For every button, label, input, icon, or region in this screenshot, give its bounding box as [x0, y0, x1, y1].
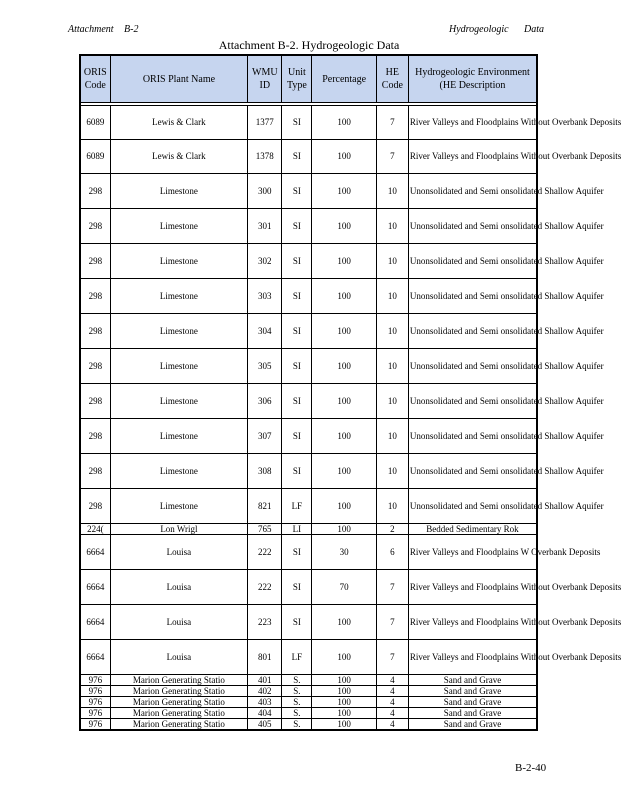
cell-wmu-id: 403 [248, 697, 282, 708]
cell-he-description: River Valleys and Floodplains Without Overbank Deposits [408, 570, 537, 605]
table-row [80, 314, 537, 349]
cell-wmu-id: 404 [248, 708, 282, 719]
cell-unit-type: SI [282, 349, 312, 384]
cell-plant-name: Limestone [110, 384, 248, 419]
cell-he-code: 10 [376, 489, 408, 524]
cell-unit-type: S. [282, 697, 312, 708]
table-row [80, 174, 537, 209]
cell-wmu-id: 305 [248, 349, 282, 384]
cell-oris-code: 6664 [80, 535, 110, 570]
cell-unit-type: LI [282, 524, 312, 535]
table-row [80, 384, 537, 419]
cell-he-description: Bedded Sedimentary Rok [408, 524, 537, 535]
cell-plant-name: Limestone [110, 454, 248, 489]
cell-percentage: 100 [312, 140, 376, 174]
table-row [80, 535, 537, 570]
cell-he-code: 7 [376, 605, 408, 640]
cell-unit-type: S. [282, 708, 312, 719]
cell-he-code: 7 [376, 640, 408, 675]
cell-oris-code: 298 [80, 349, 110, 384]
cell-wmu-id: 301 [248, 209, 282, 244]
cell-oris-code: 6664 [80, 570, 110, 605]
cell-percentage: 30 [312, 535, 376, 570]
cell-plant-name: Marion Generating Statio [110, 675, 248, 686]
cell-he-description: Unonsolidated and Semi onsolidated Shallow Aquifer [408, 349, 537, 384]
cell-wmu-id: 300 [248, 174, 282, 209]
cell-he-code: 2 [376, 524, 408, 535]
cell-plant-name: Louisa [110, 605, 248, 640]
cell-oris-code: 6089 [80, 106, 110, 140]
cell-plant-name: Lon Wrigl [110, 524, 248, 535]
cell-percentage: 100 [312, 708, 376, 719]
table-row [80, 675, 537, 686]
cell-he-code: 4 [376, 697, 408, 708]
cell-he-code: 10 [376, 174, 408, 209]
cell-he-description: Unonsolidated and Semi onsolidated Shallow Aquifer [408, 454, 537, 489]
cell-oris-code: 298 [80, 419, 110, 454]
col-header-plant-name: ORIS Plant Name [110, 55, 248, 103]
cell-he-code: 4 [376, 675, 408, 686]
header-data: Data [524, 24, 544, 35]
cell-he-description: River Valleys and Floodplains Without Overbank Deposits [408, 605, 537, 640]
table-row [80, 489, 537, 524]
cell-wmu-id: 402 [248, 686, 282, 697]
cell-wmu-id: 1377 [248, 106, 282, 140]
cell-unit-type: SI [282, 106, 312, 140]
cell-unit-type: SI [282, 244, 312, 279]
cell-wmu-id: 765 [248, 524, 282, 535]
cell-unit-type: SI [282, 535, 312, 570]
cell-percentage: 100 [312, 675, 376, 686]
cell-he-code: 4 [376, 719, 408, 731]
cell-he-code: 10 [376, 279, 408, 314]
table-row [80, 106, 537, 140]
table-row [80, 140, 537, 174]
table-row [80, 570, 537, 605]
cell-oris-code: 6089 [80, 140, 110, 174]
cell-oris-code: 298 [80, 454, 110, 489]
cell-wmu-id: 222 [248, 535, 282, 570]
cell-wmu-id: 304 [248, 314, 282, 349]
cell-plant-name: Limestone [110, 349, 248, 384]
col-header-unit-type: Unit Type [282, 55, 312, 103]
cell-oris-code: 298 [80, 209, 110, 244]
table-row [80, 686, 537, 697]
table-title: Attachment B-2. Hydrogeologic Data [218, 38, 400, 52]
header-attachment-id: B-2 [124, 24, 139, 35]
cell-percentage: 100 [312, 454, 376, 489]
cell-wmu-id: 222 [248, 570, 282, 605]
cell-oris-code: 976 [80, 675, 110, 686]
cell-plant-name: Limestone [110, 314, 248, 349]
col-header-he-code: HE Code [376, 55, 408, 103]
cell-wmu-id: 821 [248, 489, 282, 524]
cell-he-code: 6 [376, 535, 408, 570]
cell-unit-type: SI [282, 605, 312, 640]
cell-percentage: 100 [312, 419, 376, 454]
cell-he-description: Unonsolidated and Semi onsolidated Shallow Aquifer [408, 384, 537, 419]
table-row [80, 419, 537, 454]
cell-unit-type: SI [282, 419, 312, 454]
cell-oris-code: 6664 [80, 605, 110, 640]
cell-he-code: 10 [376, 419, 408, 454]
cell-oris-code: 298 [80, 314, 110, 349]
cell-he-code: 7 [376, 570, 408, 605]
cell-plant-name: Marion Generating Statio [110, 697, 248, 708]
cell-percentage: 100 [312, 174, 376, 209]
cell-plant-name: Lewis & Clark [110, 106, 248, 140]
cell-oris-code: 6664 [80, 640, 110, 675]
cell-plant-name: Marion Generating Statio [110, 686, 248, 697]
cell-percentage: 100 [312, 719, 376, 731]
cell-wmu-id: 306 [248, 384, 282, 419]
cell-unit-type: LF [282, 640, 312, 675]
cell-he-description: Unonsolidated and Semi onsolidated Shallow Aquifer [408, 419, 537, 454]
cell-he-description: Sand and Grave [408, 708, 537, 719]
table-row [80, 524, 537, 535]
cell-plant-name: Limestone [110, 209, 248, 244]
table-row [80, 697, 537, 708]
cell-plant-name: Limestone [110, 244, 248, 279]
cell-he-description: Sand and Grave [408, 697, 537, 708]
page-number: B-2-40 [515, 762, 547, 774]
cell-plant-name: Marion Generating Statio [110, 708, 248, 719]
cell-oris-code: 976 [80, 719, 110, 731]
cell-percentage: 100 [312, 209, 376, 244]
cell-unit-type: SI [282, 384, 312, 419]
table-row [80, 605, 537, 640]
cell-percentage: 100 [312, 384, 376, 419]
cell-percentage: 100 [312, 279, 376, 314]
cell-he-code: 10 [376, 314, 408, 349]
header-attachment: Attachment [68, 24, 114, 35]
cell-percentage: 100 [312, 489, 376, 524]
cell-percentage: 100 [312, 106, 376, 140]
cell-he-description: Unonsolidated and Semi onsolidated Shallow Aquifer [408, 244, 537, 279]
cell-unit-type: S. [282, 686, 312, 697]
cell-unit-type: SI [282, 140, 312, 174]
cell-he-code: 4 [376, 708, 408, 719]
cell-unit-type: SI [282, 209, 312, 244]
cell-he-code: 10 [376, 244, 408, 279]
cell-oris-code: 298 [80, 489, 110, 524]
cell-he-description: Sand and Grave [408, 675, 537, 686]
cell-percentage: 70 [312, 570, 376, 605]
table-row [80, 708, 537, 719]
cell-wmu-id: 1378 [248, 140, 282, 174]
cell-plant-name: Limestone [110, 489, 248, 524]
cell-wmu-id: 223 [248, 605, 282, 640]
table-row [80, 209, 537, 244]
cell-he-description: River Valleys and Floodplains Without Overbank Deposits [408, 640, 537, 675]
cell-he-description: Sand and Grave [408, 686, 537, 697]
cell-wmu-id: 302 [248, 244, 282, 279]
table-row [80, 640, 537, 675]
cell-he-description: Unonsolidated and Semi onsolidated Shallow Aquifer [408, 279, 537, 314]
cell-he-code: 10 [376, 209, 408, 244]
cell-wmu-id: 401 [248, 675, 282, 686]
cell-unit-type: S. [282, 719, 312, 731]
cell-he-code: 7 [376, 140, 408, 174]
cell-oris-code: 976 [80, 686, 110, 697]
col-header-wmu-id: WMU ID [248, 55, 282, 103]
cell-plant-name: Louisa [110, 535, 248, 570]
col-header-percentage: Percentage [312, 55, 376, 103]
cell-wmu-id: 405 [248, 719, 282, 731]
cell-plant-name: Marion Generating Statio [110, 719, 248, 731]
cell-he-code: 10 [376, 349, 408, 384]
cell-wmu-id: 303 [248, 279, 282, 314]
table-row [80, 244, 537, 279]
cell-oris-code: 976 [80, 708, 110, 719]
cell-he-description: Sand and Grave [408, 719, 537, 731]
cell-unit-type: S. [282, 675, 312, 686]
cell-percentage: 100 [312, 686, 376, 697]
hydrogeologic-table [79, 54, 621, 731]
cell-percentage: 100 [312, 697, 376, 708]
cell-he-description: Unonsolidated and Semi onsolidated Shallow Aquifer [408, 174, 537, 209]
col-header-he-description: Hydrogeologic Environment (HE Description [408, 55, 537, 103]
table-row [80, 454, 537, 489]
cell-oris-code: 298 [80, 174, 110, 209]
cell-plant-name: Limestone [110, 419, 248, 454]
cell-oris-code: 298 [80, 384, 110, 419]
cell-he-description: River Valleys and Floodplains Without Overbank Deposits [408, 140, 537, 174]
cell-plant-name: Lewis & Clark [110, 140, 248, 174]
col-header-oris-code: ORIS Code [80, 55, 110, 103]
cell-he-code: 7 [376, 106, 408, 140]
cell-percentage: 100 [312, 244, 376, 279]
cell-oris-code: 224( [80, 524, 110, 535]
cell-he-description: Unonsolidated and Semi onsolidated Shallow Aquifer [408, 489, 537, 524]
cell-plant-name: Limestone [110, 279, 248, 314]
cell-he-code: 10 [376, 384, 408, 419]
cell-wmu-id: 307 [248, 419, 282, 454]
cell-plant-name: Louisa [110, 640, 248, 675]
cell-percentage: 100 [312, 640, 376, 675]
cell-oris-code: 298 [80, 279, 110, 314]
cell-plant-name: Limestone [110, 174, 248, 209]
table-header-row [80, 55, 537, 103]
table-row [80, 279, 537, 314]
cell-he-code: 10 [376, 454, 408, 489]
cell-percentage: 100 [312, 349, 376, 384]
cell-oris-code: 976 [80, 697, 110, 708]
cell-he-description: Unonsolidated and Semi onsolidated Shallow Aquifer [408, 314, 537, 349]
cell-he-code: 4 [376, 686, 408, 697]
cell-unit-type: SI [282, 314, 312, 349]
cell-plant-name: Louisa [110, 570, 248, 605]
cell-unit-type: SI [282, 174, 312, 209]
cell-unit-type: SI [282, 279, 312, 314]
table-row [80, 349, 537, 384]
cell-unit-type: SI [282, 454, 312, 489]
cell-unit-type: SI [282, 570, 312, 605]
cell-oris-code: 298 [80, 244, 110, 279]
cell-percentage: 100 [312, 605, 376, 640]
cell-percentage: 100 [312, 314, 376, 349]
cell-he-description: River Valleys and Floodplains Without Overbank Deposits [408, 106, 537, 140]
cell-percentage: 100 [312, 524, 376, 535]
cell-unit-type: LF [282, 489, 312, 524]
header-hydrogeologic: Hydrogeologic [449, 24, 509, 35]
cell-he-description: River Valleys and Floodplains W Overbank Deposits [408, 535, 537, 570]
table-row [80, 719, 537, 731]
cell-wmu-id: 308 [248, 454, 282, 489]
cell-wmu-id: 801 [248, 640, 282, 675]
cell-he-description: Unonsolidated and Semi onsolidated Shallow Aquifer [408, 209, 537, 244]
